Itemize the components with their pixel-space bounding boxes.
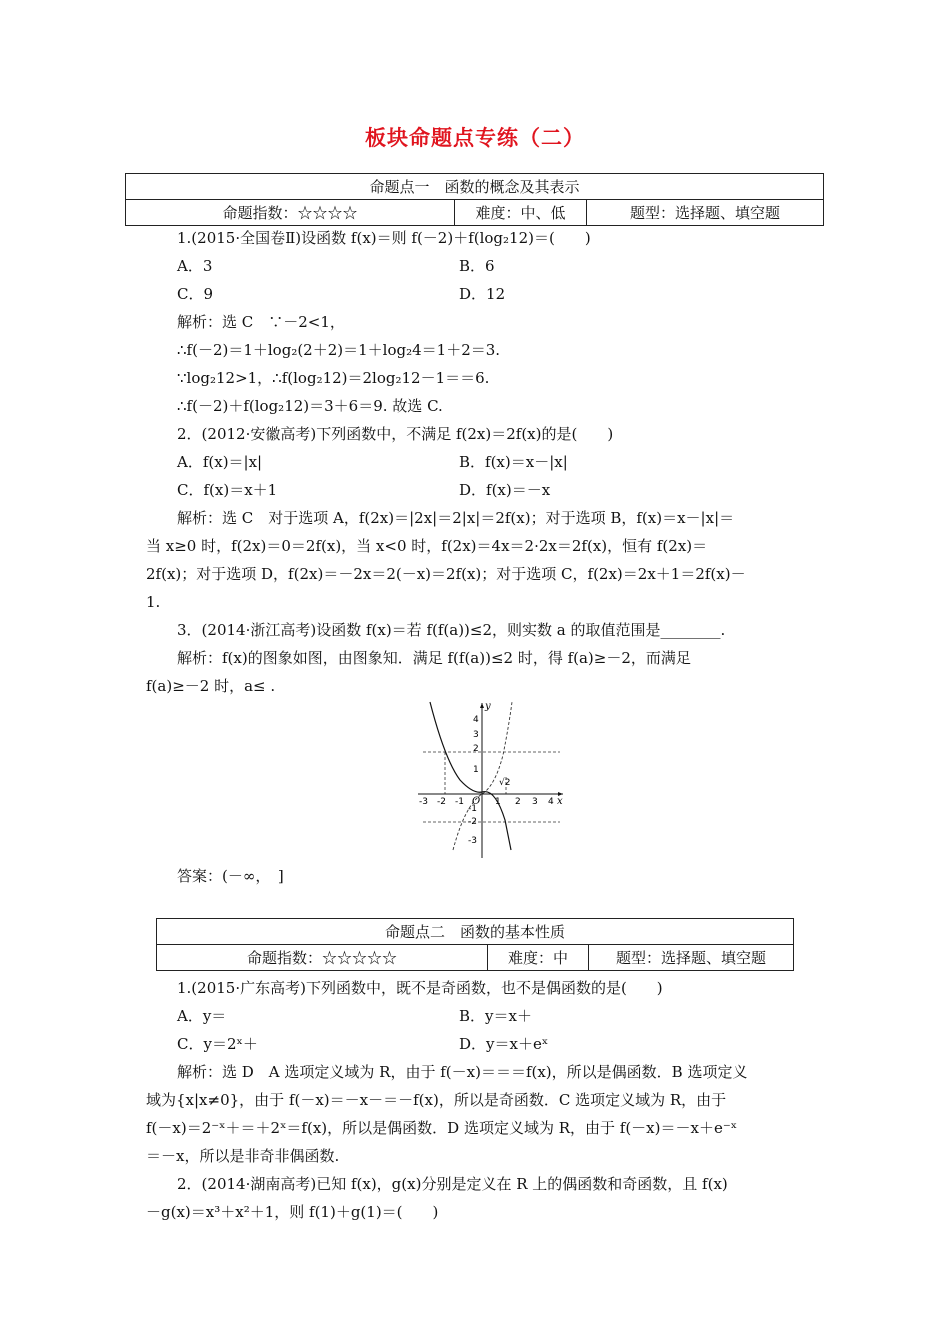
- topic-index: 命题指数：☆☆☆☆: [126, 200, 455, 226]
- answer-line: 答案：(－∞， ]: [177, 867, 284, 885]
- topic-heading: 命题点二 函数的基本性质: [157, 919, 794, 945]
- x-tick-label: -1: [455, 797, 464, 807]
- topic-type: 题型：选择题、填空题: [589, 945, 794, 971]
- solution-line: f(a)≥－2 时，a≤ .: [146, 677, 276, 695]
- topic-index: 命题指数：☆☆☆☆☆: [157, 945, 488, 971]
- question-stem: －g(x)＝x³＋x²＋1，则 f(1)＋g(1)＝( ): [146, 1203, 439, 1221]
- solution-line: 当 x≥0 时，f(2x)＝0＝2f(x)，当 x<0 时，f(2x)＝4x＝2·2x＝2f(x)，恒有 f(2x)＝: [146, 537, 708, 555]
- option-c: C．y＝2ˣ＋: [177, 1035, 258, 1053]
- x-tick-label: 1: [495, 797, 501, 807]
- function-graph: [415, 700, 565, 860]
- solution-line: 解析：选 C ∵－2<1，: [177, 313, 345, 331]
- question-stem: 1.(2015·广东高考)下列函数中，既不是奇函数，也不是偶函数的是( ): [177, 979, 663, 997]
- option-b: B．f(x)＝x－|x|: [459, 453, 568, 471]
- topic-info-table-1: [125, 173, 824, 226]
- option-d: D．12: [459, 285, 506, 303]
- option-b: B．y＝x＋: [459, 1007, 532, 1025]
- topic-difficulty: 难度：中: [488, 945, 589, 971]
- option-a: A．y＝: [177, 1007, 227, 1025]
- x-tick-label: -2: [437, 797, 446, 807]
- x-axis-label: x: [557, 796, 563, 807]
- solution-line: 1.: [146, 593, 161, 611]
- solution-line: 域为{x|x≠0}，由于 f(－x)＝－x－＝－f(x)，所以是奇函数．C 选项定义域为 R，由于: [146, 1091, 727, 1109]
- x-tick-label: 4: [548, 797, 554, 807]
- option-d: D．y＝x＋eˣ: [459, 1035, 549, 1053]
- solution-line: ∵log₂12>1，∴f(log₂12)＝2log₂12－1＝＝6.: [177, 369, 490, 387]
- question-stem: 1.(2015·全国卷Ⅱ)设函数 f(x)＝则 f(－2)＋f(log₂12)＝( ): [177, 229, 591, 247]
- x-tick-label: 3: [532, 797, 538, 807]
- solution-line: 解析：选 C 对于选项 A，f(2x)＝|2x|＝2|x|＝2f(x)；对于选项 B，f(x)＝x－|x|＝: [177, 509, 735, 527]
- y-tick-label: 1: [473, 765, 479, 775]
- y-tick-label: 2: [473, 744, 479, 754]
- question-stem: 3．(2014·浙江高考)设函数 f(x)＝若 f(f(a))≤2，则实数 a 的取值范围是________.: [177, 621, 726, 639]
- topic-difficulty: 难度：中、低: [455, 200, 587, 226]
- option-a: A．3: [177, 257, 213, 275]
- topic-info-table-2: [156, 918, 794, 971]
- solution-line: 解析：选 D A 选项定义域为 R，由于 f(－x)＝＝＝f(x)，所以是偶函数．B 选项定义: [177, 1063, 748, 1081]
- option-a: A．f(x)＝|x|: [177, 453, 263, 471]
- question-stem: 2．(2012·安徽高考)下列函数中，不满足 f(2x)＝2f(x)的是( ): [177, 425, 614, 443]
- solution-line: ∴f(－2)＝1＋log₂(2＋2)＝1＋log₂4＝1＋2＝3.: [177, 341, 501, 359]
- solution-line: ＝－x，所以是非奇非偶函数.: [146, 1147, 340, 1165]
- solution-line: 2f(x)；对于选项 D，f(2x)＝－2x＝2(－x)＝2f(x)；对于选项 C，f(2x)＝2x＋1＝2f(x)－: [146, 565, 746, 583]
- origin-label: O: [472, 796, 481, 807]
- y-tick-label: 4: [473, 715, 479, 725]
- solution-line: ∴f(－2)＋f(log₂12)＝3＋6＝9. 故选 C.: [177, 397, 443, 415]
- solution-line: 解析：f(x)的图象如图，由图象知．满足 f(f(a))≤2 时，得 f(a)≥－2，而满足: [177, 649, 691, 667]
- page-title: 板块命题点专练（二）: [365, 125, 585, 150]
- option-c: C．9: [177, 285, 214, 303]
- solution-line: f(－x)＝2⁻ˣ＋＝＋2ˣ＝f(x)，所以是偶函数．D 选项定义域为 R，由于 f(－x)＝－x＋e⁻ˣ: [146, 1119, 738, 1137]
- option-b: B．6: [459, 257, 495, 275]
- topic-type: 题型：选择题、填空题: [587, 200, 824, 226]
- y-tick-label: 3: [473, 730, 479, 740]
- y-tick-label: -2: [468, 817, 477, 827]
- sqrt2-label: √2: [499, 778, 511, 788]
- y-tick-label: -1: [468, 804, 477, 814]
- y-axis-label: y: [485, 701, 491, 712]
- x-tick-label: 2: [515, 797, 521, 807]
- topic-heading: 命题点一 函数的概念及其表示: [126, 174, 824, 200]
- x-tick-label: -3: [419, 797, 428, 807]
- option-d: D．f(x)＝－x: [459, 481, 551, 499]
- y-tick-label: -3: [468, 836, 477, 846]
- question-stem: 2．(2014·湖南高考)已知 f(x)，g(x)分别是定义在 R 上的偶函数和奇函数，且 f(x): [177, 1175, 728, 1193]
- option-c: C．f(x)＝x＋1: [177, 481, 278, 499]
